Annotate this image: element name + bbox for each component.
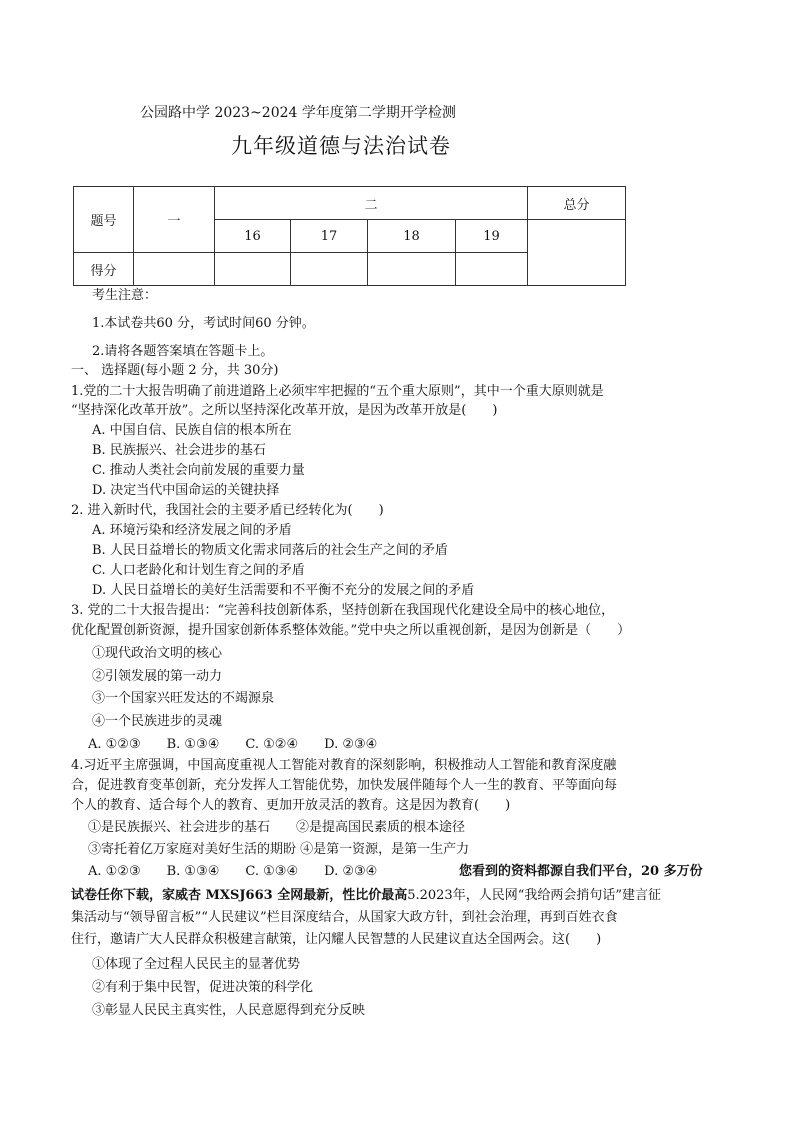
q1-option-d: D. 决定当代中国命运的关键抉择 bbox=[92, 483, 280, 498]
q4-statements: ①是民族振兴、社会进步的基石 ②是提高国民素质的根本途径 bbox=[88, 820, 466, 835]
sub-question-18: 18 bbox=[368, 220, 456, 253]
q2-option-c: C. 人口老龄化和计划生育之间的矛盾 bbox=[92, 563, 305, 578]
q1-option-c: C. 推动人类社会向前发展的重要力量 bbox=[92, 463, 305, 478]
q4-stem: 合，促进教育变革创新，充分发挥人工智能优势，加快发展伴随每个人一生的教育、平等面向每 bbox=[71, 778, 618, 793]
q3-stem: 3. 党的二十大报告提出：“完善科技创新体系，坚持创新在我国现代化建设全局中的核心地位， bbox=[71, 603, 615, 618]
q1-stem: “坚持深化改革开放”。之所以坚持深化改革开放，是因为改革开放是( ) bbox=[71, 403, 498, 418]
q5-statement: ②有利于集中民智，促进决策的科学化 bbox=[92, 980, 314, 995]
q1-option-a: A. 中国自信、民族自信的根本所在 bbox=[92, 423, 292, 438]
score-cell-18[interactable] bbox=[368, 253, 456, 286]
q5-stem: 住行，邀请广大人民群众积极建言献策，让闪耀人民智慧的人民建议直达全国两会。这( ) bbox=[71, 932, 602, 947]
total-header: 总分 bbox=[528, 187, 626, 220]
q4-statements: ③寄托着亿万家庭对美好生活的期盼 ④是第一资源，是第一生产力 bbox=[88, 842, 470, 857]
q2-option-d: D. 人民日益增长的美好生活需要和不平衡不充分的发展之间的矛盾 bbox=[92, 583, 475, 598]
notice-item: 2.请将各题答案填在答题卡上。 bbox=[92, 344, 274, 359]
score-cell-19[interactable] bbox=[456, 253, 528, 286]
exam-subtitle: 公园路中学 2023~2024 学年度第二学期开学检测 bbox=[140, 105, 456, 121]
exam-title: 九年级道德与法治试卷 bbox=[231, 134, 451, 158]
score-cell-part1[interactable] bbox=[134, 253, 215, 286]
q5-stem: 集活动与“领导留言板”“人民建议”栏目深度结合，从国家大政方针，到社会治理，再到百姓衣食 bbox=[71, 910, 618, 925]
score-cell-16[interactable] bbox=[215, 253, 291, 286]
sub-question-16: 16 bbox=[215, 220, 291, 253]
q4-choices: A. ①②③ B. ①③④ C. ①③④ D. ②③④ bbox=[88, 864, 378, 879]
ad-text: 试卷任你下载，家威杏 MXSJ663 全网最新，性比价最高 bbox=[71, 888, 408, 903]
q5-statement: ①体现了全过程人民民主的显著优势 bbox=[92, 957, 301, 972]
ad-text: 您看到的资料都源自我们平台，20 多万份 bbox=[459, 864, 703, 879]
score-table bbox=[73, 186, 626, 286]
part2-header: 二 bbox=[215, 187, 528, 220]
question-no-header: 题号 bbox=[74, 187, 134, 253]
q5-statement: ③彰显人民民主真实性，人民意愿得到充分反映 bbox=[92, 1003, 366, 1018]
q3-statement: ④一个民族进步的灵魂 bbox=[92, 714, 223, 729]
part1-header: 一 bbox=[134, 187, 215, 253]
sub-question-17: 17 bbox=[291, 220, 368, 253]
q5-stem: 5.2023年，人民网“我给两会捎句话”建言征 bbox=[407, 888, 661, 903]
notice-heading: 考生注意： bbox=[92, 288, 158, 303]
score-cell-17[interactable] bbox=[291, 253, 368, 286]
notice-item: 1.本试卷共60 分，考试时间60 分钟。 bbox=[92, 316, 315, 331]
sub-question-19: 19 bbox=[456, 220, 528, 253]
total-score-cell[interactable] bbox=[528, 220, 626, 286]
section1-heading: 一、 选择题(每小题 2 分，共 30分) bbox=[71, 363, 279, 378]
q2-option-a: A. 环境污染和经济发展之间的矛盾 bbox=[92, 523, 292, 538]
q3-statement: ①现代政治文明的核心 bbox=[92, 646, 223, 661]
score-row-label: 得分 bbox=[74, 253, 134, 286]
q3-statement: ②引领发展的第一动力 bbox=[92, 669, 223, 684]
q3-statement: ③一个国家兴旺发达的不竭源泉 bbox=[92, 691, 275, 706]
q3-stem: 优化配置创新资源，提升国家创新体系整体效能。”党中央之所以重视创新，是因为创新是（ ） bbox=[71, 623, 631, 638]
q4-stem: 4.习近平主席强调，中国高度重视人工智能对教育的深刻影响，积极推动人工智能和教育深度融 bbox=[71, 758, 617, 773]
q1-option-b: B. 民族振兴、社会进步的基石 bbox=[92, 443, 266, 458]
q3-choices: A. ①②③ B. ①③④ C. ①②④ D. ②③④ bbox=[88, 737, 378, 752]
q2-stem: 2. 进入新时代，我国社会的主要矛盾已经转化为( ) bbox=[71, 503, 384, 518]
q1-stem: 1.党的二十大报告明确了前进道路上必须牢牢把握的“五个重大原则”，其中一个重大原则就是 bbox=[71, 384, 604, 399]
q4-stem: 个人的教育、适合每个人的教育、更加开放灵活的教育。这是因为教育( ) bbox=[71, 798, 511, 813]
q2-option-b: B. 人民日益增长的物质文化需求同落后的社会生产之间的矛盾 bbox=[92, 543, 448, 558]
